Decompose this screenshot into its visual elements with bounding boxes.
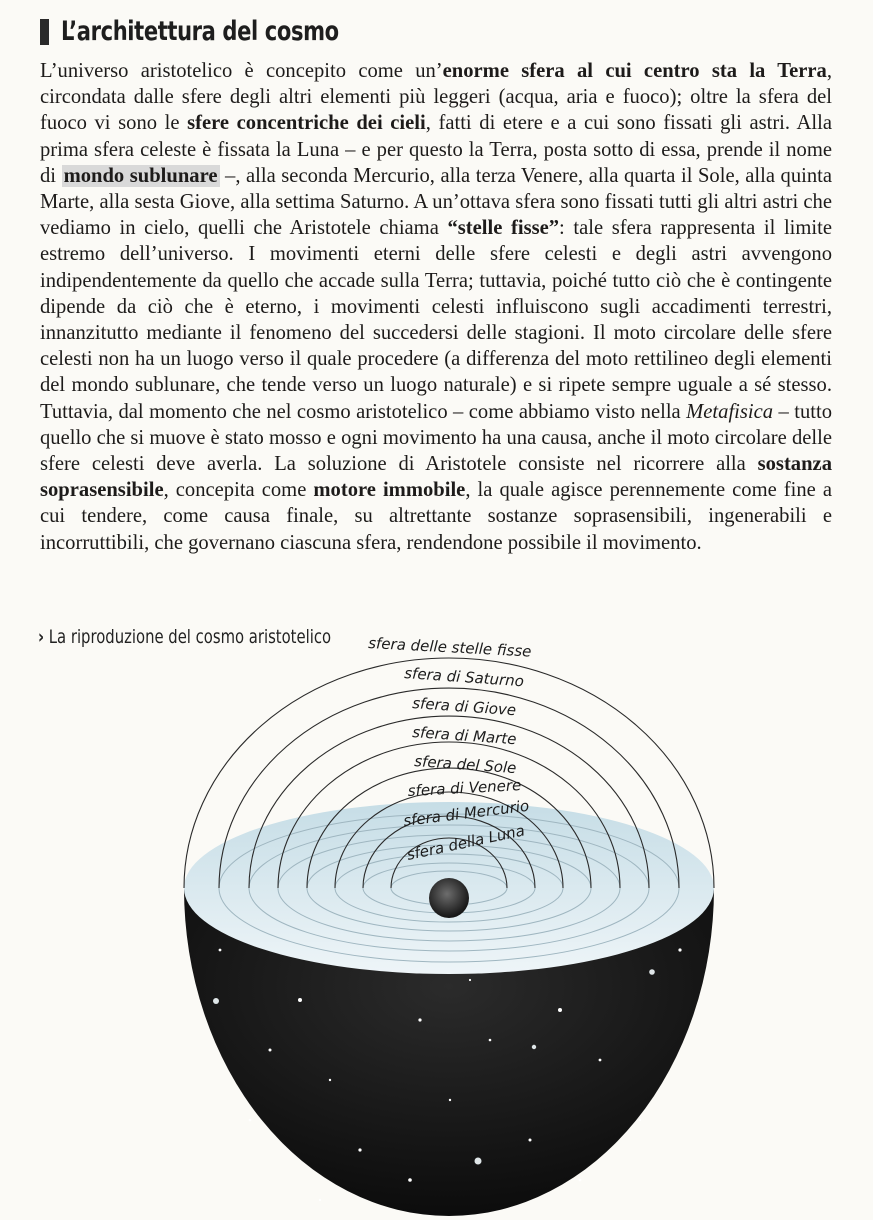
italic-term: Metafisica [686,400,774,423]
heading-bullet-icon [40,19,49,45]
caption-chevron-icon: › [38,626,45,648]
label-giove: sfera di Giove [411,694,517,720]
text-run: , la quale agisce perennemente come fine a cui tendere, come causa finale, su altrettante sostanze soprasensibili, ingenerabili e incorruttibili, che governano ciascuna sfera, rendendone possibile il movimento. [40,479,832,554]
body-paragraph [40,58,832,556]
text-run: , concepita come [163,479,314,502]
text-run: –, alla seconda Mercurio, alla terza Venere, alla quarta il Sole, alla quinta Marte, alla sesta Giove, alla settima Saturno. A un’ottava sfera sono fissati tutti gli altri astri che vediamo in cielo, quelli che Aristotele chiama [40,164,832,240]
label-sole: sfera del Sole [413,752,517,778]
highlighted-term: mondo sublunare [63,164,218,187]
figure-caption [38,626,331,648]
section-title: L’architettura del cosmo [61,16,339,47]
text-run: , fatti di etere e a cui sono fissati gli astri. Alla prima sfera celeste è fissata la Luna – e per questo la Terra, posta sotto di essa, prende il nome di [40,112,832,187]
text-run: L’universo aristotelico è concepito come un’ [40,60,443,82]
text-run: : tale sfera rappresenta il limite estremo dell’universo. I movimenti eterni delle sfere celesti e degli astri avvengono indipendentemente da quello che accade sulla Terra; tuttavia, poiché tutto ciò che è contingente dipende da ciò che è eterno, i movimenti celesti influiscono sugli accadimenti terrestri, innanzitutto mediante il fenomeno del succedersi delle stagioni. Il moto circolare delle sfere celesti non ha un luogo verso il quale procedere (a differenza del moto rettilineo degli elementi del mondo sublunare, che tende verso un luogo naturale) e si ripete sempre uguale a sé stesso. Tuttavia, dal momento che nel cosmo aristotelico – come abbiamo visto nella [40,217,832,423]
text-run: , circondata dalle sfere degli altri elementi più leggeri (acqua, aria e fuoco); oltre la sfera del fuoco vi sono le [40,60,832,135]
bold-term: “stelle fisse” [447,217,560,240]
section-heading [40,16,417,47]
label-stelle-fisse: sfera delle stelle fisse [367,634,532,661]
cosmos-illustration [0,620,873,1220]
label-venere: sfera di Venere [407,776,522,800]
earth [429,878,469,918]
bold-term: sostanza soprasensibile [40,453,832,502]
bold-term: enorme sfera al cui centro sta la Terra [442,60,827,82]
caption-text: La riproduzione del cosmo aristotelico [48,626,332,648]
bold-term: motore immobile [313,479,466,502]
text-run: – tutto quello che si muove è stato mosso e ogni movimento ha una causa, anche il moto circolare delle sfere celesti deve averla. La soluzione di Aristotele consiste nel ricorrere alla [40,400,832,476]
label-saturno: sfera di Saturno [403,664,525,691]
bold-term: sfere concentriche dei cieli [187,112,426,135]
label-marte: sfera di Marte [411,723,518,749]
label-mercurio: sfera di Mercurio [402,796,531,830]
label-luna: sfera della Luna [405,821,527,864]
